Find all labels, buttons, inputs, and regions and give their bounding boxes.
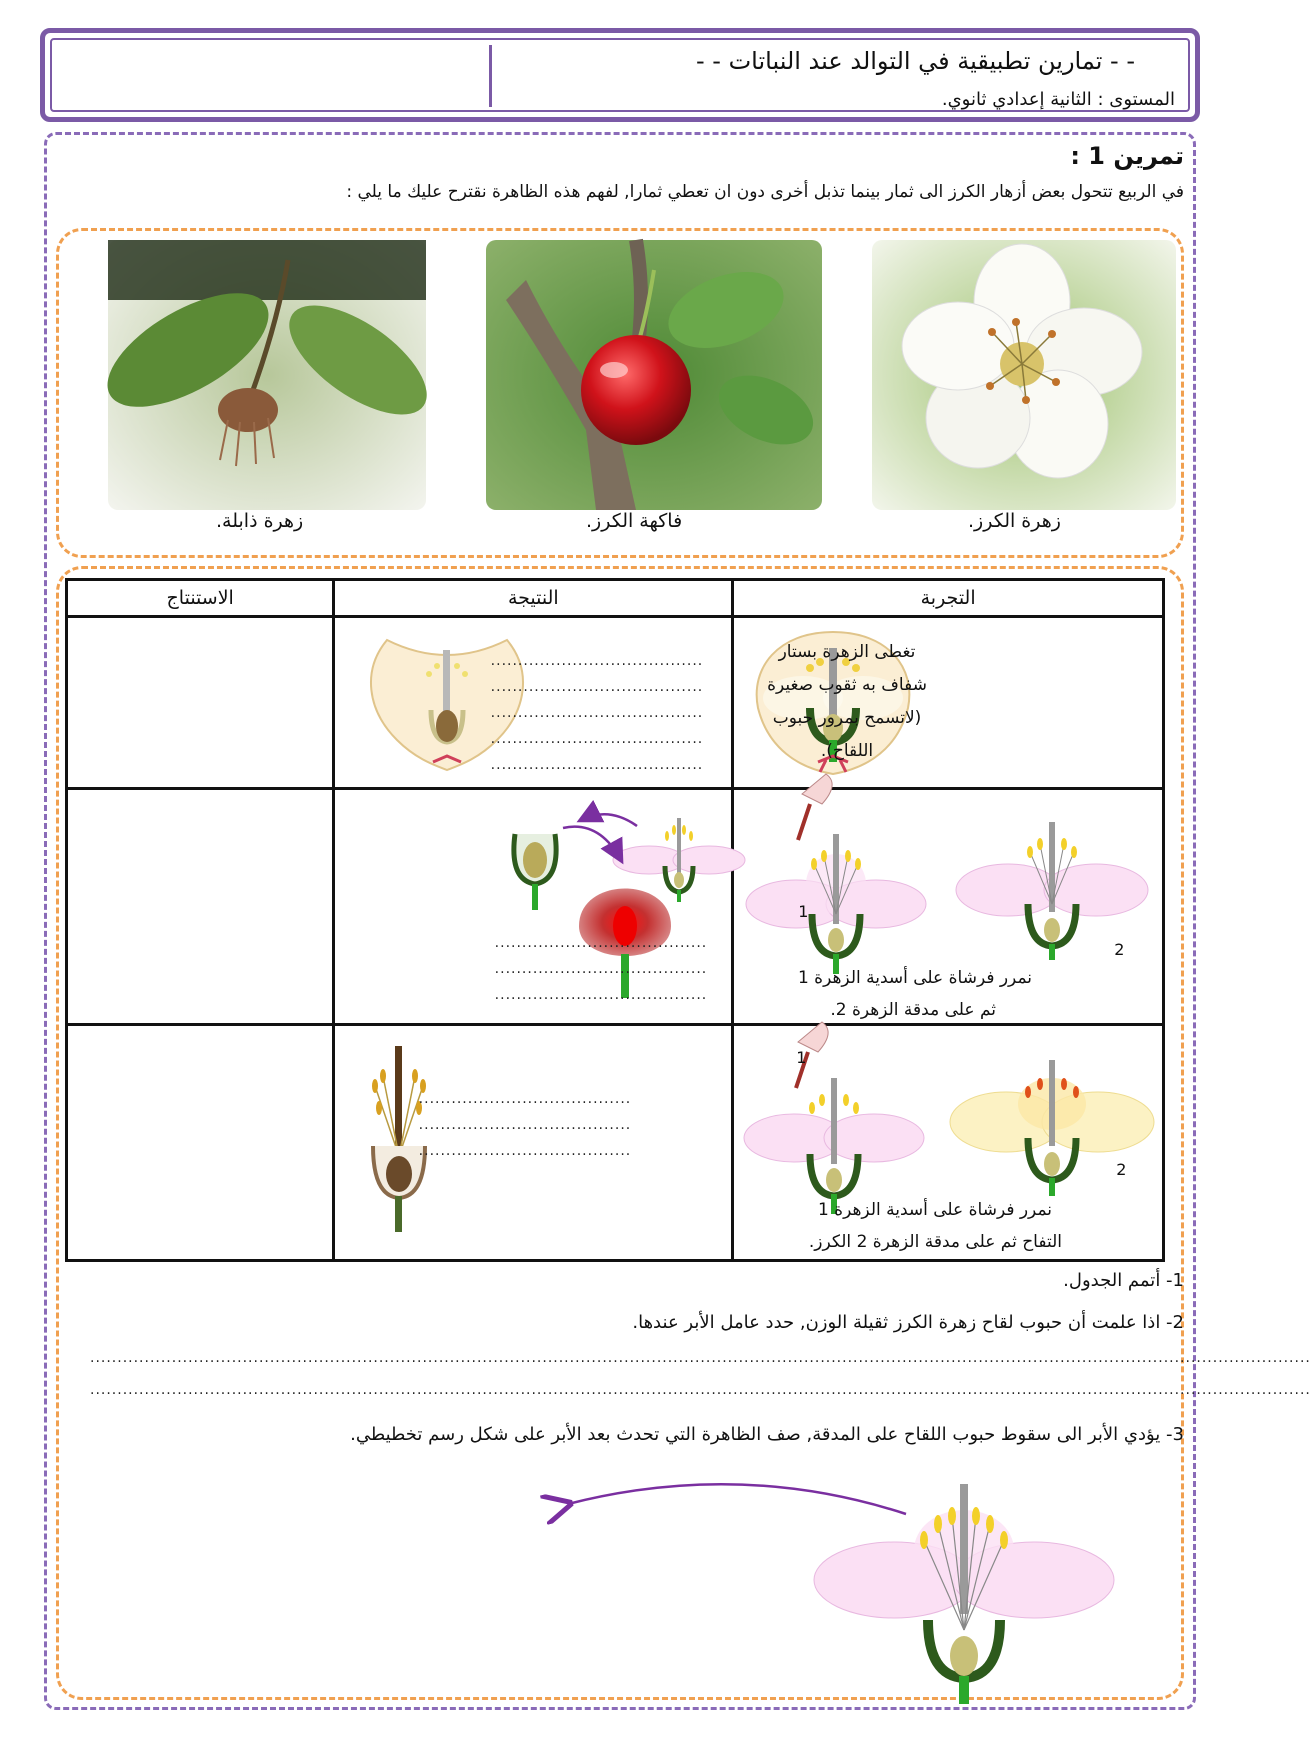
header-frame [40, 28, 1200, 122]
dot-line: ....................................... [418, 1117, 632, 1133]
row3-conclusion-cell[interactable] [67, 1025, 334, 1261]
dot-line: ....................................... [490, 679, 704, 695]
row2-experiment-cell [733, 789, 1164, 1025]
row2-conclusion-cell[interactable] [67, 789, 334, 1025]
dot-line: ....................................... [494, 987, 708, 1003]
row2-result-cell [334, 789, 733, 1025]
pollination-schema-diagram [560, 1470, 1140, 1700]
row1-result-dots [491, 648, 704, 778]
row3-experiment-line2: التفاح ثم على مدقة الزهرة 2 الكرز. [808, 1232, 1062, 1252]
dot-line: ....................................... [494, 961, 708, 977]
cherry-flower-photo [872, 240, 1176, 510]
dot-line: ....................................... [490, 705, 704, 721]
header-result: النتيجة [334, 580, 733, 617]
row3-result-dots [419, 1086, 632, 1164]
question-3: 3- يؤدي الأبر الى سقوط حبوب اللقاح على المدقة, صف الظاهرة التي تحدث بعد الأبر على شكل رسم تخطيطي. [350, 1424, 1184, 1445]
question-1: 1- أتمم الجدول. [1063, 1270, 1184, 1291]
school-level: المستوى : الثانية إعدادي ثانوي. [941, 89, 1175, 110]
row3-experiment-cell [733, 1025, 1164, 1261]
header-experiment: التجربة [733, 580, 1164, 617]
exercise-title: تمرين 1 : [1070, 142, 1184, 170]
row2-result-dots [495, 930, 708, 1008]
question-2: 2- اذا علمت أن حبوب لقاح زهرة الكرز ثقيلة الوزن, حدد عامل الأبر عندها. [632, 1312, 1184, 1333]
caption-wilted-flower: زهرة ذابلة. [216, 510, 304, 532]
experiments-table [65, 578, 1165, 1262]
row3-experiment-line1: نمرر فرشاة على أسدية الزهرة 1 [817, 1200, 1052, 1220]
flower-label-2: 2 [1116, 1160, 1127, 1179]
dot-line: ....................................... [490, 653, 704, 669]
row1-experiment-desc: تغطى الزهرة بستار شفاف به ثقوب صغيرة (لاتسمح بمرور حبوب اللقاح). [767, 642, 927, 761]
row2-experiment-line1: نمرر فرشاة على أسدية الزهرة 1 [797, 968, 1032, 988]
caption-cherry-flower: زهرة الكرز. [968, 510, 1061, 532]
header-divider [489, 45, 492, 107]
dot-line: ....................................... [418, 1091, 632, 1107]
row1-conclusion-cell[interactable] [67, 617, 334, 789]
flower-label-1: 1 [796, 1048, 807, 1067]
row3-result-cell [334, 1025, 733, 1261]
cherry-fruit-photo [486, 240, 822, 510]
dot-line: ....................................... [490, 731, 704, 747]
answer-line[interactable]: ................................................................................................................................................................................................................................ [90, 1382, 1311, 1398]
exercise-intro: في الربيع تتحول بعض أزهار الكرز الى ثمار بينما تذبل أخرى دون ان تعطي ثمارا, لفهم هذه الظاهرة نقترح عليك ما يلي : [346, 182, 1184, 202]
dot-line: ....................................... [490, 757, 704, 773]
cross-pollination-same-species-diagram [740, 804, 1160, 974]
wilted-flower-photo [108, 240, 426, 510]
flower-label-1: 1 [798, 902, 809, 921]
row1-experiment-cell [733, 617, 1164, 789]
row1-result-cell [334, 617, 733, 789]
dot-line: ....................................... [494, 935, 708, 951]
dot-line: ....................................... [418, 1143, 632, 1159]
header-conclusion: الاستنتاج [67, 580, 334, 617]
answer-line[interactable]: ................................................................................................................................................................................................................................ [90, 1350, 1311, 1366]
flower-label-2: 2 [1114, 940, 1125, 959]
caption-cherry-fruit: فاكهة الكرز. [586, 510, 683, 532]
row2-experiment-line2: ثم على مدقة الزهرة 2. [830, 1000, 996, 1020]
document-title: - - تمارين تطبيقية في التوالد عند النباتات - - [695, 47, 1135, 75]
